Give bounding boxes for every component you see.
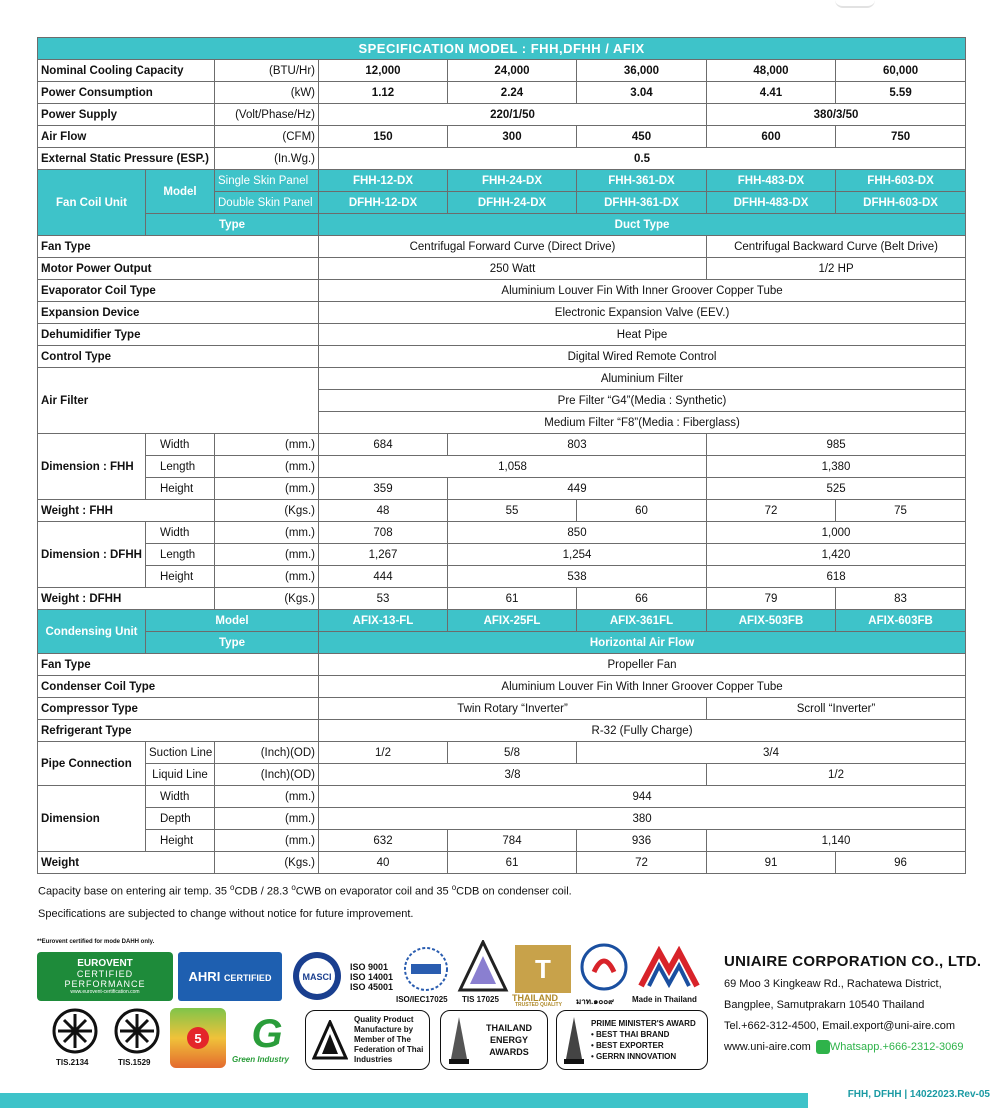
sub-label: Length xyxy=(146,456,215,478)
unit: (Kgs.) xyxy=(215,852,319,874)
value: 1,420 xyxy=(707,544,966,566)
revision-label: FHH, DFHH | 14022023.Rev-05 xyxy=(847,1089,990,1100)
model-name: DFHH-603-DX xyxy=(836,192,966,214)
value: Centrifugal Forward Curve (Direct Drive) xyxy=(319,236,707,258)
note-text: CWB on evaporator coil and 35 xyxy=(295,885,452,898)
footnotes xyxy=(38,877,572,925)
cu-dim-height-row xyxy=(38,830,966,852)
value: 79 xyxy=(707,588,836,610)
dim-fhh-length-row xyxy=(38,456,966,478)
dim-dfhh-length-row xyxy=(38,544,966,566)
value: Centrifugal Backward Curve (Belt Drive) xyxy=(707,236,966,258)
model-name: AFIX-503FB xyxy=(707,610,836,632)
value: 61 xyxy=(448,852,577,874)
row-label: External Static Pressure (ESP.) xyxy=(38,148,215,170)
row-label: Compressor Type xyxy=(38,698,319,720)
pm-award-item: • BEST THAI BRAND xyxy=(591,1030,670,1039)
unit: (mm.) xyxy=(215,786,319,808)
dim-fhh-height-row xyxy=(38,478,966,500)
value: Aluminium Louver Fin With Inner Groover Copper Tube xyxy=(319,280,966,302)
iso-label: ISO 45001 xyxy=(350,982,394,992)
spec-title: SPECIFICATION MODEL : FHH,DFHH / AFIX xyxy=(38,38,966,60)
pipe-suction-row xyxy=(38,742,966,764)
type-value: Horizontal Air Flow xyxy=(319,632,966,654)
fcu-type-row xyxy=(38,214,966,236)
condensing-unit-label: Condensing Unit xyxy=(38,610,146,654)
value: 83 xyxy=(836,588,966,610)
value: 600 xyxy=(707,126,836,148)
eurovent-footnote: **Eurovent certified for mode DAHH only. xyxy=(37,939,155,945)
model-name: FHH-12-DX xyxy=(319,170,448,192)
unit: (In.Wg.) xyxy=(215,148,319,170)
value: Digital Wired Remote Control xyxy=(319,346,966,368)
row-label: Power Supply xyxy=(38,104,215,126)
masci-text: MASCI xyxy=(302,972,332,982)
whatsapp-icon xyxy=(816,1040,830,1054)
unit: (mm.) xyxy=(215,544,319,566)
model-name: AFIX-13-FL xyxy=(319,610,448,632)
value: 538 xyxy=(448,566,707,588)
trophy-icon xyxy=(447,1015,471,1065)
value: 444 xyxy=(319,566,448,588)
value: 380 xyxy=(319,808,966,830)
model-label: Model xyxy=(146,610,319,632)
model-name: FHH-483-DX xyxy=(707,170,836,192)
filter-row xyxy=(38,368,966,390)
model-name: DFHH-24-DX xyxy=(448,192,577,214)
value: 450 xyxy=(577,126,707,148)
green-industry-caption: Green Industry xyxy=(232,1055,289,1064)
website-link[interactable]: www.uni-aire.com xyxy=(724,1041,811,1053)
row-label: Weight : DFHH xyxy=(38,588,215,610)
value: 1,267 xyxy=(319,544,448,566)
decorative-mark xyxy=(835,0,875,8)
note-text: CDB on condenser coil. xyxy=(456,885,572,898)
sub-label: Length xyxy=(146,544,215,566)
unit: (BTU/Hr) xyxy=(215,60,319,82)
value: 2.24 xyxy=(448,82,577,104)
value: 1,380 xyxy=(707,456,966,478)
unit: (Volt/Phase/Hz) xyxy=(215,104,319,126)
value: 36,000 xyxy=(577,60,707,82)
unit: (mm.) xyxy=(215,808,319,830)
value: 750 xyxy=(836,126,966,148)
expansion-row xyxy=(38,302,966,324)
row-label: Dehumidifier Type xyxy=(38,324,319,346)
motor-row xyxy=(38,258,966,280)
note-spec-change: Specifications are subjected to change without notice for future improvement. xyxy=(38,907,414,920)
row-label: Air Filter xyxy=(38,368,319,434)
value: 1,058 xyxy=(319,456,707,478)
value: 684 xyxy=(319,434,448,456)
fantype-row xyxy=(38,236,966,258)
value: 1,000 xyxy=(707,522,966,544)
award-icon xyxy=(563,1015,585,1065)
sub-label: Width xyxy=(146,786,215,808)
refrigerant-row xyxy=(38,720,966,742)
value: 5.59 xyxy=(836,82,966,104)
unit: (CFM) xyxy=(215,126,319,148)
unit: (mm.) xyxy=(215,566,319,588)
ahri-text: AHRI xyxy=(188,969,221,984)
model-name: AFIX-361FL xyxy=(577,610,707,632)
tis17025-logo xyxy=(455,940,511,994)
row-label: Refrigerant Type xyxy=(38,720,319,742)
value: Pre Filter “G4”(Media : Synthetic) xyxy=(319,390,966,412)
spec-table xyxy=(37,37,966,874)
row-label: Weight : FHH xyxy=(38,500,215,522)
unit: (mm.) xyxy=(215,456,319,478)
supply-row xyxy=(38,104,966,126)
value: 12,000 xyxy=(319,60,448,82)
energy-awards-logo xyxy=(440,1010,548,1070)
value: 3/8 xyxy=(319,764,707,786)
eurovent-text: CERTIFIED xyxy=(76,969,134,979)
sub-label: Height xyxy=(146,830,215,852)
value: 72 xyxy=(707,500,836,522)
eurovent-text: EUROVENT xyxy=(77,958,133,969)
fti-icon xyxy=(312,1020,348,1060)
sub-label: Suction Line xyxy=(146,742,215,764)
trusted-caption: TRUSTED QUALITY xyxy=(515,1002,562,1008)
single-skin-label: Single Skin Panel xyxy=(215,170,319,192)
value: 220/1/50 xyxy=(319,104,707,126)
row-label: Air Flow xyxy=(38,126,215,148)
unit: (mm.) xyxy=(215,522,319,544)
thailand-caption: THAILAND xyxy=(512,993,558,1003)
value: Scroll “Inverter” xyxy=(707,698,966,720)
note-capacity xyxy=(38,877,572,903)
degree-sign: o xyxy=(291,883,296,892)
iso17025-caption: ISO/IEC17025 xyxy=(396,995,448,1004)
unit: (Inch)(OD) xyxy=(215,742,319,764)
prime-minister-award-logo xyxy=(556,1010,708,1070)
value: 0.5 xyxy=(319,148,966,170)
type-label: Type xyxy=(146,632,319,654)
unit: (Kgs.) xyxy=(215,588,319,610)
value: 1,140 xyxy=(707,830,966,852)
value: 3.04 xyxy=(577,82,707,104)
row-label: Power Consumption xyxy=(38,82,215,104)
unit: (mm.) xyxy=(215,434,319,456)
iso-label: ISO 14001 xyxy=(350,972,394,982)
note-text: CDB / 28.3 xyxy=(234,885,292,898)
energy-label-logo xyxy=(170,1008,226,1068)
cu-model-row xyxy=(38,610,966,632)
power-row xyxy=(38,82,966,104)
row-label: Control Type xyxy=(38,346,319,368)
value: 72 xyxy=(577,852,707,874)
evap-row xyxy=(38,280,966,302)
airflow-row xyxy=(38,126,966,148)
sub-label: Height xyxy=(146,566,215,588)
pipe-liquid-row xyxy=(38,764,966,786)
fan-coil-unit-label: Fan Coil Unit xyxy=(38,170,146,236)
value: 1,254 xyxy=(448,544,707,566)
eurovent-logo xyxy=(37,952,173,1001)
value: 1/2 xyxy=(707,764,966,786)
model-label: Model xyxy=(146,170,215,214)
value: 525 xyxy=(707,478,966,500)
model-name: FHH-361-DX xyxy=(577,170,707,192)
model-name: DFHH-483-DX xyxy=(707,192,836,214)
company-name: UNIAIRE CORPORATION CO., LTD. xyxy=(724,953,982,970)
dim-fhh-width-row xyxy=(38,434,966,456)
value: 150 xyxy=(319,126,448,148)
value: 1/2 xyxy=(319,742,448,764)
company-info xyxy=(724,953,981,1058)
eurovent-text: PERFORMANCE xyxy=(64,979,146,989)
value: Propeller Fan xyxy=(319,654,966,676)
note-text: Capacity base on entering air temp. 35 xyxy=(38,885,231,898)
value: 1.12 xyxy=(319,82,448,104)
cooling-row xyxy=(38,60,966,82)
fti-logo xyxy=(305,1010,430,1070)
value: 250 Watt xyxy=(319,258,707,280)
value: 380/3/50 xyxy=(707,104,966,126)
dehum-row xyxy=(38,324,966,346)
row-label: Fan Type xyxy=(38,654,319,676)
row-label: Dimension xyxy=(38,786,146,852)
sub-label: Width xyxy=(146,522,215,544)
unit: (mm.) xyxy=(215,830,319,852)
value: Aluminium Louver Fin With Inner Groover Copper Tube xyxy=(319,676,966,698)
type-label: Type xyxy=(146,214,319,236)
esp-row xyxy=(38,148,966,170)
iso-label: ISO 9001 xyxy=(350,962,389,972)
dim-dfhh-width-row xyxy=(38,522,966,544)
row-label: Dimension : FHH xyxy=(38,434,146,500)
value: 708 xyxy=(319,522,448,544)
value: 803 xyxy=(448,434,707,456)
energy-star-number: 5 xyxy=(187,1027,209,1049)
value: 359 xyxy=(319,478,448,500)
value: 66 xyxy=(577,588,707,610)
ilac-mra-logo xyxy=(400,945,452,993)
sub-label: Height xyxy=(146,478,215,500)
value: 4.41 xyxy=(707,82,836,104)
ahri-logo xyxy=(178,952,282,1001)
unit: (Kgs.) xyxy=(215,500,319,522)
value: 3/4 xyxy=(577,742,966,764)
value: R-32 (Fully Charge) xyxy=(319,720,966,742)
thailand-trust-logo: T xyxy=(515,945,571,993)
value: Electronic Expansion Valve (EEV.) xyxy=(319,302,966,324)
value: 91 xyxy=(707,852,836,874)
value: 60 xyxy=(577,500,707,522)
value: 40 xyxy=(319,852,448,874)
tis1529-logo xyxy=(114,1008,160,1054)
double-skin-label: Double Skin Panel xyxy=(215,192,319,214)
model-name: FHH-603-DX xyxy=(836,170,966,192)
value: 48 xyxy=(319,500,448,522)
footer-bar xyxy=(0,1093,808,1108)
fcu-single-row xyxy=(38,170,966,192)
value: 944 xyxy=(319,786,966,808)
made-caption: Made in Thailand xyxy=(632,995,697,1004)
energy-awards-text: THAILAND ENERGY AWARDS xyxy=(486,1023,532,1057)
value: Aluminium Filter xyxy=(319,368,966,390)
degree-sign: o xyxy=(230,883,235,892)
cu-type-row xyxy=(38,632,966,654)
control-row xyxy=(38,346,966,368)
model-name: DFHH-361-DX xyxy=(577,192,707,214)
eurovent-url: www.eurovent-certification.com xyxy=(70,989,140,995)
cond-coil-row xyxy=(38,676,966,698)
row-label: Condenser Coil Type xyxy=(38,676,319,698)
company-web-row xyxy=(724,1037,981,1058)
value: 48,000 xyxy=(707,60,836,82)
value: 61 xyxy=(448,588,577,610)
company-contact: Tel.+662-312-4500, Email.export@uni-aire.com xyxy=(724,1020,955,1032)
cu-weight-row xyxy=(38,852,966,874)
dim-dfhh-height-row xyxy=(38,566,966,588)
cu-dim-width-row xyxy=(38,786,966,808)
cu-dim-depth-row xyxy=(38,808,966,830)
model-name: FHH-24-DX xyxy=(448,170,577,192)
pm-award-item: • BEST EXPORTER xyxy=(591,1041,664,1050)
model-name: AFIX-603FB xyxy=(836,610,966,632)
company-address-2: Bangplee, Samutprakarn 10540 Thailand xyxy=(724,999,925,1011)
value: 632 xyxy=(319,830,448,852)
model-name: AFIX-25FL xyxy=(448,610,577,632)
row-label: Dimension : DFHH xyxy=(38,522,146,588)
fti-text: Quality Product Manufacture by Member of The Federation of Thai Industries xyxy=(354,1015,424,1064)
type-value: Duct Type xyxy=(319,214,966,236)
masci-logo xyxy=(287,950,347,1002)
row-label: Pipe Connection xyxy=(38,742,146,786)
cu-fan-row xyxy=(38,654,966,676)
value: Medium Filter “F8”(Media : Fiberglass) xyxy=(319,412,966,434)
weight-fhh-row xyxy=(38,500,966,522)
unit: (Inch)(OD) xyxy=(215,764,319,786)
value: 5/8 xyxy=(448,742,577,764)
mth-caption: มาท.๑๐๐๙ xyxy=(576,997,614,1006)
tis17025-caption: TIS 17025 xyxy=(462,995,499,1004)
value: 618 xyxy=(707,566,966,588)
degree-sign: o xyxy=(451,883,457,892)
ahri-text: CERTIFIED xyxy=(223,973,272,983)
value: 850 xyxy=(448,522,707,544)
sub-label: Liquid Line xyxy=(146,764,215,786)
value: 60,000 xyxy=(836,60,966,82)
unit: (mm.) xyxy=(215,478,319,500)
iso-text-block xyxy=(350,956,398,998)
value: 75 xyxy=(836,500,966,522)
value: Heat Pipe xyxy=(319,324,966,346)
row-label: Nominal Cooling Capacity xyxy=(38,60,215,82)
value: 96 xyxy=(836,852,966,874)
row-label: Expansion Device xyxy=(38,302,319,324)
value: 784 xyxy=(448,830,577,852)
value: 936 xyxy=(577,830,707,852)
whatsapp-number[interactable]: Whatsapp.+666-2312-3069 xyxy=(829,1041,964,1053)
sub-label: Width xyxy=(146,434,215,456)
value: 985 xyxy=(707,434,966,456)
value: 55 xyxy=(448,500,577,522)
tis1529-caption: TIS.1529 xyxy=(118,1058,151,1067)
weight-dfhh-row xyxy=(38,588,966,610)
value: 449 xyxy=(448,478,707,500)
row-label: Evaporator Coil Type xyxy=(38,280,319,302)
green-industry-logo: G xyxy=(251,1011,283,1056)
tis2134-caption: TIS.2134 xyxy=(56,1058,89,1067)
model-name: DFHH-12-DX xyxy=(319,192,448,214)
row-label: Fan Type xyxy=(38,236,319,258)
pm-award-title: PRIME MINISTER'S AWARD xyxy=(591,1019,696,1028)
value: 53 xyxy=(319,588,448,610)
tis2134-logo xyxy=(52,1008,98,1054)
made-in-thailand-logo xyxy=(578,942,630,992)
row-label: Weight xyxy=(38,852,215,874)
compressor-row xyxy=(38,698,966,720)
row-label: Motor Power Output xyxy=(38,258,319,280)
value: Twin Rotary “Inverter” xyxy=(319,698,707,720)
unit: (kW) xyxy=(215,82,319,104)
value: 24,000 xyxy=(448,60,577,82)
made-in-thailand-mark xyxy=(636,945,702,990)
pm-award-item: • GERRN INNOVATION xyxy=(591,1052,677,1061)
value: 300 xyxy=(448,126,577,148)
value: 1/2 HP xyxy=(707,258,966,280)
company-address-1: 69 Moo 3 Kingkeaw Rd., Rachatewa District, xyxy=(724,978,942,990)
sub-label: Depth xyxy=(146,808,215,830)
